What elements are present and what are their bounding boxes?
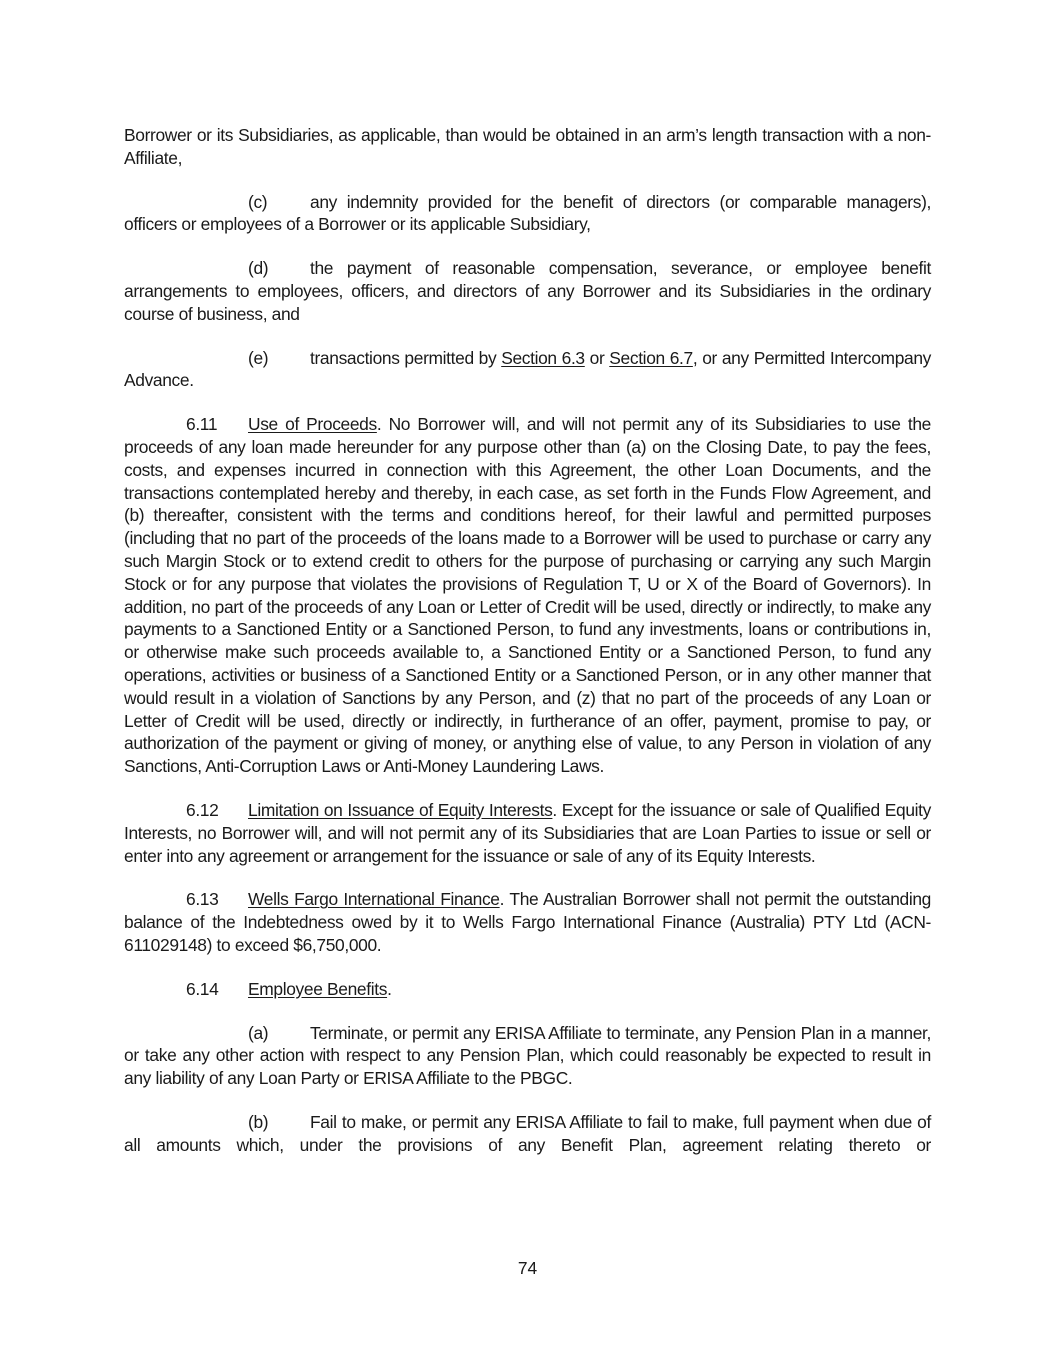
clause-14-b-label: (b): [248, 1111, 269, 1132]
clause-c: [124, 191, 931, 237]
clause-d-label: (d): [248, 258, 269, 279]
section-6-7-reference: Section 6.7: [609, 347, 693, 368]
section-6-13-heading: Wells Fargo International Finance: [248, 889, 500, 910]
section-6-14: [124, 978, 931, 1001]
section-6-14-heading: Employee Benefits: [248, 978, 388, 999]
section-6-12: [124, 799, 931, 867]
section-6-14-body: .: [387, 978, 392, 999]
clause-e-text-before: transactions permitted by: [310, 347, 502, 368]
clause-14-a-label: (a): [248, 1022, 269, 1043]
section-6-13-number: 6.13: [186, 889, 219, 910]
clause-14-b: [124, 1111, 931, 1157]
section-6-14-number: 6.14: [186, 978, 219, 999]
section-6-11: [124, 413, 931, 778]
document-page: [124, 124, 931, 1177]
clause-e-label: (e): [248, 347, 269, 368]
section-6-13-body: . The Australian Borrower shall not permit the outstanding balance of the Indebtedness owed by it to Wells Fargo International Finance (Australia) PTY Ltd (ACN-611029148) to exceed $6,750,000.: [124, 889, 931, 955]
clause-e: [124, 347, 931, 393]
section-6-12-body: . Except for the issuance or sale of Qualified Equity Interests, no Borrower will, and will not permit any of its Subsidiaries that are Loan Parties to issue or sell or enter into any agreement or arrangement for the issuance or sale of any of its Equity Interests.: [124, 799, 931, 866]
section-6-11-number: 6.11: [186, 414, 218, 435]
clause-14-a: [124, 1022, 931, 1090]
clause-d: [124, 257, 931, 325]
clause-e-text-after: , or any Permitted Intercompany Advance.: [124, 347, 931, 391]
clause-14-a-text: Terminate, or permit any ERISA Affiliate to terminate, any Pension Plan in a manner, or take any other action with respect to any Pension Plan, which could reasonably be expected to result in any liability of any Loan Party or ERISA Affiliate to the PBGC.: [124, 1022, 931, 1089]
clause-c-label: (c): [248, 191, 268, 212]
section-6-11-heading: Use of Proceeds: [248, 414, 377, 435]
continuation-paragraph: [124, 124, 931, 170]
section-6-3-reference: Section 6.3: [501, 347, 585, 368]
continuation-text: Borrower or its Subsidiaries, as applicable, than would be obtained in an arm’s length transaction with a non-Affiliate,: [124, 125, 931, 168]
section-6-13: [124, 888, 931, 956]
clause-14-b-text: Fail to make, or permit any ERISA Affiliate to fail to make, full payment when due of all amounts which, under the provisions of any Benefit Plan, agreement relating thereto or: [124, 1111, 931, 1155]
clause-e-text-mid: or: [584, 347, 610, 368]
section-6-11-body: . No Borrower will, and will not permit any of its Subsidiaries to use the proceeds of any loan made hereunder for any purpose other than (a) on the Closing Date, to pay the fees, costs, and expenses incurred in connection with this Agreement, the other Loan Documents, and the transactions contemplated hereby and thereby, in each case, as set forth in the Funds Flow Agreement, and (b) thereafter, consistent with the terms and conditions hereof, for their lawful and permitted purposes (including that no part of the proceeds of the loans made to a Borrower will be used to purchase or carry any such Margin Stock or to extend credit to others for the purpose of purchasing or carrying any such Margin Stock or for any purpose that violates the provisions of Regulation T, U or X of the Board of Governors). In addition, no part of the proceeds of any Loan or Letter of Credit will be used, directly or indirectly, to make any payments to a Sanctioned Entity or a Sanctioned Person, to fund any investments, loans or contributions in, or otherwise make such proceeds available to, a Sanctioned Entity or a Sanctioned Person, to fund any operations, activities or business of a Sanctioned Entity or a Sanctioned Person, or in any other manner that would result in a violation of Sanctions by any Person, and (z) that no part of the proceeds of any Loan or Letter of Credit will be used, directly or indirectly, in furtherance of an offer, payment, promise to pay, or authorization of the payment or giving of money, or anything else of value, to any Person in violation of any Sanctions, Anti-Corruption Laws or Anti-Money Laundering Laws.: [124, 414, 931, 777]
section-6-12-number: 6.12: [186, 799, 219, 820]
clause-c-text: any indemnity provided for the benefit of directors (or comparable managers), officers or employees of a Borrower or its applicable Subsidiary,: [124, 191, 931, 235]
clause-d-text: the payment of reasonable compensation, severance, or employee benefit arrangements to employees, officers, and directors of any Borrower and its Subsidiaries in the ordinary course of business, and: [124, 258, 931, 324]
section-6-12-heading: Limitation on Issuance of Equity Interests: [248, 799, 553, 820]
page-number: 74: [517, 1258, 538, 1278]
